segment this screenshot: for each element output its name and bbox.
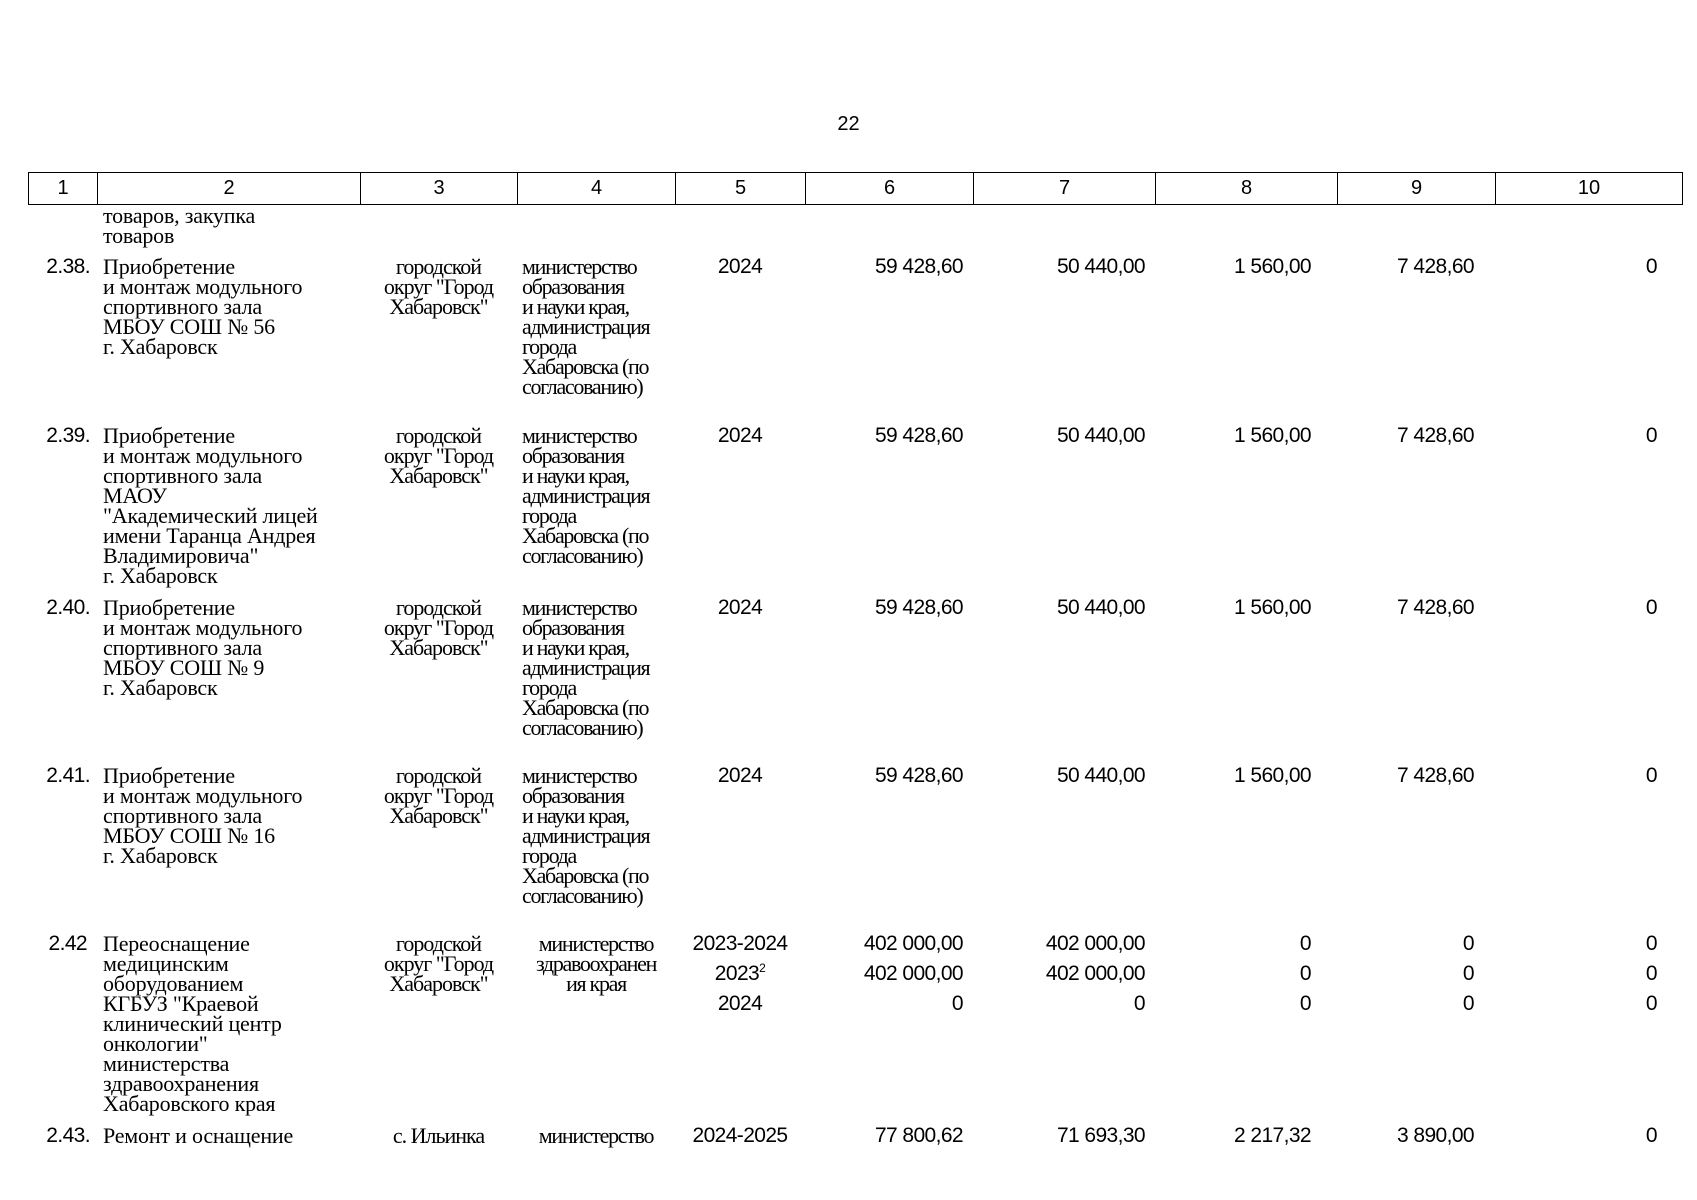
row-number: 2.40. (46, 596, 90, 619)
row-name: Приобретение и монтаж модульного спортивного зала МАОУ "Академический лицей имени Таранца Андрея Владимировича" г. Хабаровск (103, 426, 318, 588)
row-col-9: 7 428,60 (1397, 596, 1474, 619)
row-territory: городской округ "Город Хабаровск" (383, 595, 494, 660)
row-col-6: 59 428,60 (874, 255, 963, 278)
row-year: 2024-2025 (692, 1124, 788, 1147)
row-col-7 (973, 929, 1145, 1019)
row-col-10 (1495, 929, 1657, 1019)
header-col-9: 9 (1337, 172, 1495, 205)
row-col-7-value: 0 (1133, 992, 1145, 1015)
row-name: Переоснащение медицинским оборудованием КГБУЗ "Краевой клинический центр онкологии" министерства здравоохранения Хабаровского края (103, 931, 282, 1116)
row-col-10-value: 0 (1645, 962, 1657, 985)
header-col-7: 7 (973, 172, 1155, 205)
row-year: 2024 (717, 255, 763, 278)
row-col-7: 50 440,00 (1056, 596, 1145, 619)
row-executor: министерство образования и науки края, администрация города Хабаровска (по согласованию) (522, 423, 650, 568)
row-number: 2.43. (46, 1124, 90, 1147)
row-territory: городской округ "Город Хабаровск" (383, 931, 494, 996)
row-col-6: 77 800,62 (874, 1124, 963, 1147)
row-col-9-value: 0 (1462, 962, 1474, 985)
row-col-6-value: 402 000,00 (863, 962, 963, 985)
row-territory: с. Ильинка (392, 1123, 485, 1148)
row-col-8-value: 0 (1299, 962, 1311, 985)
row-col-8: 1 560,00 (1234, 764, 1311, 787)
row-territory: городской округ "Город Хабаровск" (383, 423, 494, 488)
row-col-10-value: 0 (1645, 932, 1657, 955)
row-number: 2.38. (46, 255, 90, 278)
header-col-3: 3 (360, 172, 517, 205)
row-col-9: 3 890,00 (1397, 1124, 1474, 1147)
row-executor: министерство образования и науки края, администрация города Хабаровска (по согласованию) (522, 595, 650, 740)
header-col-5: 5 (675, 172, 805, 205)
row-year: 2024 (717, 424, 763, 447)
row-col-10-value: 0 (1645, 992, 1657, 1015)
row-col-8: 2 217,32 (1234, 1124, 1311, 1147)
row-territory: городской округ "Город Хабаровск" (383, 763, 494, 828)
row-col-7: 50 440,00 (1056, 255, 1145, 278)
header-col-2: 2 (97, 172, 360, 205)
header-col-4: 4 (517, 172, 675, 205)
row-territory: городской округ "Город Хабаровск" (383, 254, 494, 319)
row-col-8: 1 560,00 (1234, 255, 1311, 278)
row-col-7: 50 440,00 (1056, 764, 1145, 787)
row-year: 2024 (717, 764, 763, 787)
row-year: 2024 (717, 992, 763, 1015)
row-name: Приобретение и монтаж модульного спортивного зала МБОУ СОШ № 16 г. Хабаровск (103, 763, 303, 868)
row-year-lines (675, 929, 805, 1019)
row-col-9: 7 428,60 (1397, 424, 1474, 447)
row-executor: министерство образования и науки края, администрация города Хабаровска (по согласованию) (522, 254, 650, 399)
row-number: 2.41. (46, 764, 90, 787)
row-col-7-value: 402 000,00 (1045, 932, 1145, 955)
row-col-6: 59 428,60 (874, 424, 963, 447)
row-col-8 (1155, 929, 1311, 1019)
header-col-6: 6 (805, 172, 973, 205)
row-col-6 (805, 929, 963, 1019)
row-name: Приобретение и монтаж модульного спортивного зала МБОУ СОШ № 9 г. Хабаровск (103, 595, 303, 700)
row-col-6: 59 428,60 (874, 764, 963, 787)
row-executor: министерство (538, 1123, 654, 1148)
row-col-8-value: 0 (1299, 932, 1311, 955)
row-year: 2023-2024 (692, 932, 788, 955)
row-name: Ремонт и оснащение (103, 1123, 294, 1148)
header-col-1: 1 (28, 172, 97, 205)
row-col-8: 1 560,00 (1234, 424, 1311, 447)
row-col-10: 0 (1645, 596, 1657, 619)
header-col-8: 8 (1155, 172, 1337, 205)
page-number: 22 (837, 113, 860, 135)
row-col-9: 7 428,60 (1397, 255, 1474, 278)
row-year-with-footnote (675, 959, 805, 989)
row-col-10: 0 (1645, 255, 1657, 278)
row-col-6-value: 0 (951, 992, 963, 1015)
row-col-10: 0 (1645, 764, 1657, 787)
row-col-7: 50 440,00 (1056, 424, 1145, 447)
row-col-7-value: 402 000,00 (1045, 962, 1145, 985)
row-year: 2023 (714, 962, 760, 985)
row-col-8-value: 0 (1299, 992, 1311, 1015)
header-col-10: 10 (1495, 172, 1683, 205)
row-col-9-value: 0 (1462, 932, 1474, 955)
row-name: Приобретение и монтаж модульного спортивного зала МБОУ СОШ № 56 г. Хабаровск (103, 254, 303, 359)
row-year: 2024 (717, 596, 763, 619)
row-col-6-value: 402 000,00 (863, 932, 963, 955)
row-executor: министерство образования и науки края, администрация города Хабаровска (по согласованию) (522, 763, 650, 908)
row-col-9 (1337, 929, 1474, 1019)
row-number: 2.42 (48, 932, 87, 955)
row-executor: министерство здравоохранен ия края (535, 931, 657, 996)
row-col-10: 0 (1645, 1124, 1657, 1147)
row-col-9-value: 0 (1462, 992, 1474, 1015)
row-col-9: 7 428,60 (1397, 764, 1474, 787)
footnote-mark: 2 (759, 961, 766, 975)
row-col-7: 71 693,30 (1056, 1124, 1145, 1147)
row-col-10: 0 (1645, 424, 1657, 447)
row-col-8: 1 560,00 (1234, 596, 1311, 619)
row-number: 2.39. (46, 424, 90, 447)
carryover-text: товаров, закупка товаров (103, 203, 256, 248)
row-col-6: 59 428,60 (874, 596, 963, 619)
